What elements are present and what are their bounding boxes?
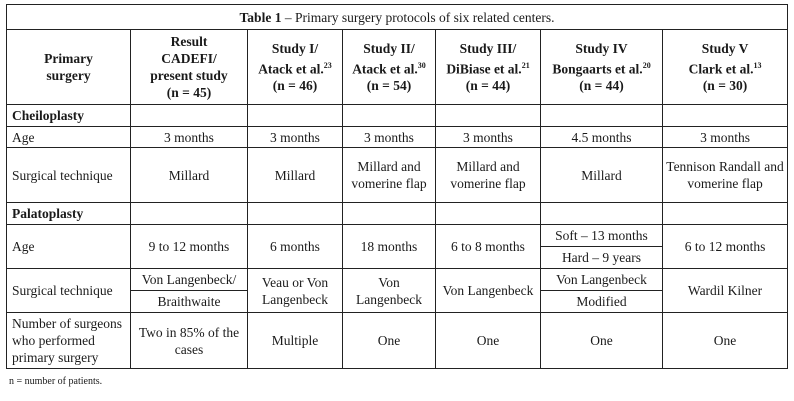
table-cell: Millard: [541, 148, 663, 203]
row-label: Age: [7, 127, 131, 148]
table-cell: 3 months: [248, 127, 343, 148]
table-cell: Millard and vomerine flap: [343, 148, 436, 203]
cell-part: Soft – 13 months: [555, 228, 648, 243]
table-cell: 9 to 12 months: [131, 225, 248, 269]
cell-part: Hard – 9 years: [541, 246, 662, 268]
header-study-5: Study V Clark et al.$^{13}$ (n = 30): [663, 30, 788, 105]
cell-part: Modified: [541, 290, 662, 312]
section-row-cheiloplasty: [7, 105, 788, 127]
section-label: Cheiloplasty: [7, 105, 131, 127]
table-cell: One: [541, 313, 663, 369]
table-cell: 3 months: [131, 127, 248, 148]
table-cell-split: [131, 269, 248, 313]
table-cell: 18 months: [343, 225, 436, 269]
table-cell: One: [436, 313, 541, 369]
table-cell: Von Langenbeck: [343, 269, 436, 313]
header-study-1: Study I/ Atack et al.$^{23}$ (n = 46): [248, 30, 343, 105]
table-cell: 6 to 12 months: [663, 225, 788, 269]
cell-part: Von Langenbeck/: [141, 272, 237, 287]
table-cell: 3 months: [343, 127, 436, 148]
table-cell-split: [541, 225, 663, 269]
header-row: [7, 30, 788, 105]
table-row: [7, 313, 788, 369]
table-cell: Millard: [131, 148, 248, 203]
header-study-2: Study II/ Atack et al.$^{30}$ (n = 54): [343, 30, 436, 105]
table-container: [6, 4, 787, 387]
table-cell: One: [343, 313, 436, 369]
table-cell: 4.5 months: [541, 127, 663, 148]
row-label: Age: [7, 225, 131, 269]
table-row: [7, 148, 788, 203]
row-label: Number of surgeons who performed primary surgery: [7, 313, 131, 369]
table-cell: Von Langenbeck: [436, 269, 541, 313]
table-row: [7, 225, 788, 269]
protocols-table: [6, 4, 788, 369]
row-label: Surgical technique: [7, 269, 131, 313]
header-study-4: Study IV Bongaarts et al.$^{20}$ (n = 44): [541, 30, 663, 105]
table-cell: Multiple: [248, 313, 343, 369]
header-study-3: Study III/ DiBiase et al.$^{21}$ (n = 44): [436, 30, 541, 105]
table-cell: Millard and vomerine flap: [436, 148, 541, 203]
table-row: [7, 127, 788, 148]
header-cadefi: Result CADEFI/ present study (n = 45): [131, 30, 248, 105]
table-caption: Table 1 – Primary surgery protocols of six related centers.: [7, 5, 788, 30]
table-cell: Two in 85% of the cases: [131, 313, 248, 369]
table-cell: 6 months: [248, 225, 343, 269]
cell-part: Braithwaite: [131, 290, 247, 312]
table-cell: Tennison Randall and vomerine flap: [663, 148, 788, 203]
cell-part: Von Langenbeck: [556, 272, 647, 287]
table-cell: Wardil Kilner: [663, 269, 788, 313]
table-cell: Millard: [248, 148, 343, 203]
table-cell: 6 to 8 months: [436, 225, 541, 269]
table-row: [7, 269, 788, 313]
table-cell-split: [541, 269, 663, 313]
table-footnote: n = number of patients.: [9, 376, 103, 387]
table-cell: Veau or Von Langenbeck: [248, 269, 343, 313]
section-label: Palatoplasty: [7, 203, 131, 225]
table-cell: 3 months: [663, 127, 788, 148]
table-cell: 3 months: [436, 127, 541, 148]
header-primary-surgery: Primary surgery: [7, 30, 131, 105]
row-label: Surgical technique: [7, 148, 131, 203]
table-cell: One: [663, 313, 788, 369]
section-row-palatoplasty: [7, 203, 788, 225]
